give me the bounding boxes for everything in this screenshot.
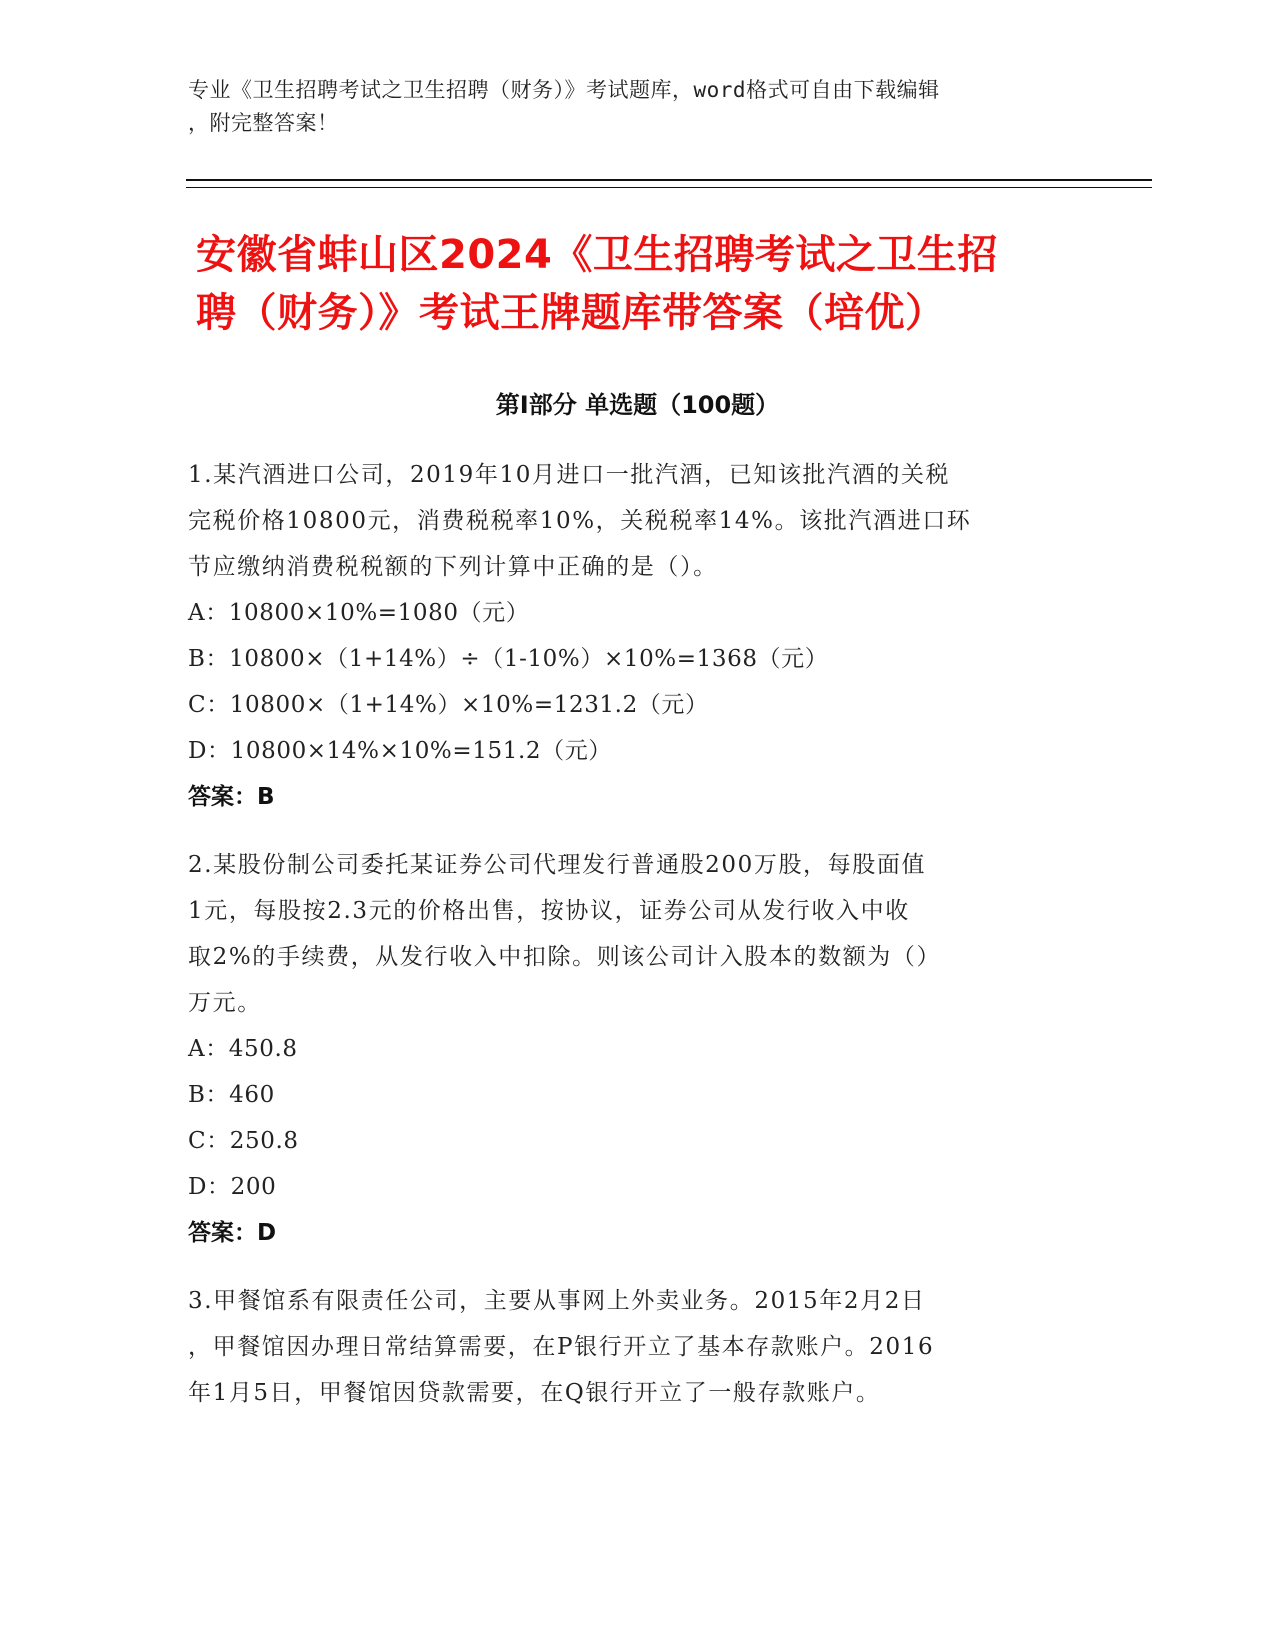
question-stem-line: ，甲餐馆因办理日常结算需要，在P银行开立了基本存款账户。2016: [188, 1334, 935, 1360]
option-a: A：450.8: [188, 1036, 298, 1062]
question-stem-line: 2.某股份制公司委托某证券公司代理发行普通股200万股，每股面值: [188, 852, 927, 878]
header-note: [188, 74, 1088, 140]
header-rule-thin: [186, 187, 1152, 188]
answer-line: 答案：D: [188, 1220, 277, 1246]
question-stem-line: 完税价格10800元，消费税税率10%，关税税率14%。该批汽酒进口环: [188, 508, 972, 534]
question-stem-line: 1元，每股按2.3元的价格出售，按协议，证券公司从发行收入中收: [188, 898, 910, 924]
option-c: C：10800×（1+14%）×10%=1231.2（元）: [188, 692, 709, 718]
question-stem-line: 3.甲餐馆系有限责任公司，主要从事网上外卖业务。2015年2月2日: [188, 1288, 926, 1314]
option-d: D：200: [188, 1174, 277, 1200]
question-3: [188, 1278, 1088, 1416]
question-1: [188, 452, 1088, 820]
header-note-line-1: 专业《卫生招聘考试之卫生招聘（财务）》考试题库，word格式可自由下载编辑: [188, 78, 940, 102]
option-a: A：10800×10%=1080（元）: [188, 600, 530, 626]
header-rule-thick: [186, 179, 1152, 181]
document-title: [196, 226, 1096, 342]
document-title-line-2: 聘（财务）》考试王牌题库带答案（培优）: [196, 290, 946, 336]
option-d: D：10800×14%×10%=151.2（元）: [188, 738, 612, 764]
section-heading: 第Ⅰ部分 单选题（100题）: [495, 391, 780, 419]
header-note-line-2: ，附完整答案！: [188, 111, 339, 135]
question-stem-line: 1.某汽酒进口公司，2019年10月进口一批汽酒，已知该批汽酒的关税: [188, 462, 951, 488]
question-2: [188, 842, 1088, 1256]
question-stem-line: 万元。: [188, 990, 262, 1016]
question-stem-line: 取2%的手续费，从发行收入中扣除。则该公司计入股本的数额为（）: [188, 944, 942, 970]
question-stem-line: 节应缴纳消费税税额的下列计算中正确的是（）。: [188, 554, 718, 580]
document-title-line-1: 安徽省蚌山区2024《卫生招聘考试之卫生招: [196, 232, 998, 278]
question-stem-line: 年1月5日，甲餐馆因贷款需要，在Q银行开立了一般存款账户。: [188, 1380, 881, 1406]
option-c: C：250.8: [188, 1128, 299, 1154]
answer-line: 答案：B: [188, 784, 275, 810]
option-b: B：460: [188, 1082, 275, 1108]
option-b: B：10800×（1+14%）÷（1-10%）×10%=1368（元）: [188, 646, 829, 672]
